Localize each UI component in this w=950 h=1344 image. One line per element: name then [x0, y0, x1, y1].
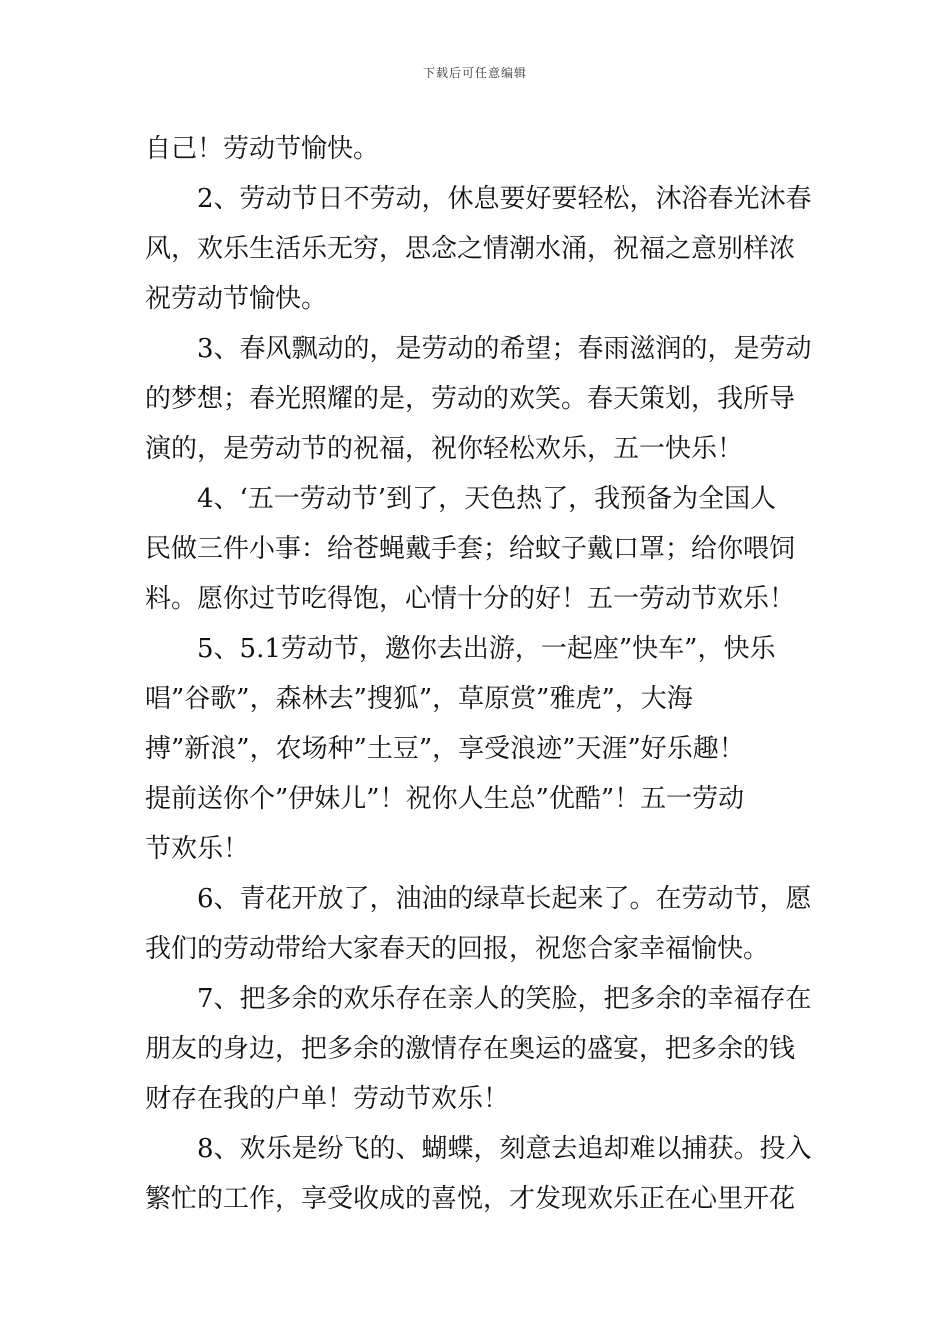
text-line: 民做三件小事：给苍蝇戴手套；给蚊子戴口罩；给你喂饲: [145, 534, 796, 564]
text-line: 朋友的身边，把多余的激情存在奥运的盛宴，把多余的钱: [145, 1034, 796, 1064]
text-line: 提前送你个”伊妹儿”！祝你人生总”优酷”！五一劳动: [145, 784, 745, 814]
text-line: 8、欢乐是纷飞的、蝴蝶，刻意去追却难以捕获。投入: [197, 1134, 812, 1164]
text-line: 演的，是劳动节的祝福，祝你轻松欢乐，五一快乐！: [145, 434, 744, 464]
text-line: 5、5.1劳动节，邀你去出游，一起座”快车”，快乐: [197, 634, 776, 664]
text-line: 自己！劳动节愉快。: [145, 134, 380, 164]
page-header: 下载后可任意编辑: [422, 66, 527, 80]
text-line: 节欢乐！: [145, 834, 250, 864]
document-body: [145, 124, 810, 1224]
text-line: 风，欢乐生活乐无穷，思念之情潮水涌，祝福之意别样浓: [145, 234, 796, 264]
text-line: 繁忙的工作，享受收成的喜悦，才发现欢乐正在心里开花: [145, 1184, 796, 1214]
text-line: 唱”谷歌”，森林去”搜狐”，草原赏”雅虎”，大海: [145, 684, 693, 714]
text-line: 的梦想；春光照耀的是，劳动的欢笑。春天策划，我所导: [145, 384, 796, 414]
text-line: 祝劳动节愉快。: [145, 284, 328, 314]
text-line: 3、春风飘动的，是劳动的希望；春雨滋润的，是劳动: [197, 334, 812, 364]
text-line: 6、青花开放了，油油的绿草长起来了。在劳动节，愿: [197, 884, 812, 914]
text-line: 搏”新浪”，农场种”土豆”，享受浪迹”天涯”好乐趣！: [145, 734, 745, 764]
text-line: 料。愿你过节吃得饱，心情十分的好！五一劳动节欢乐！: [145, 584, 796, 614]
text-line: 7、把多余的欢乐存在亲人的笑脸，把多余的幸福存在: [197, 984, 812, 1014]
text-line: 4、‘五一劳动节’到了，天色热了，我预备为全国人: [197, 484, 777, 514]
text-line: 我们的劳动带给大家春天的回报，祝您合家幸福愉快。: [145, 934, 770, 964]
text-line: 2、劳动节日不劳动，休息要好要轻松，沐浴春光沐春: [197, 184, 812, 214]
text-line: 财存在我的户单！劳动节欢乐！: [145, 1084, 510, 1114]
